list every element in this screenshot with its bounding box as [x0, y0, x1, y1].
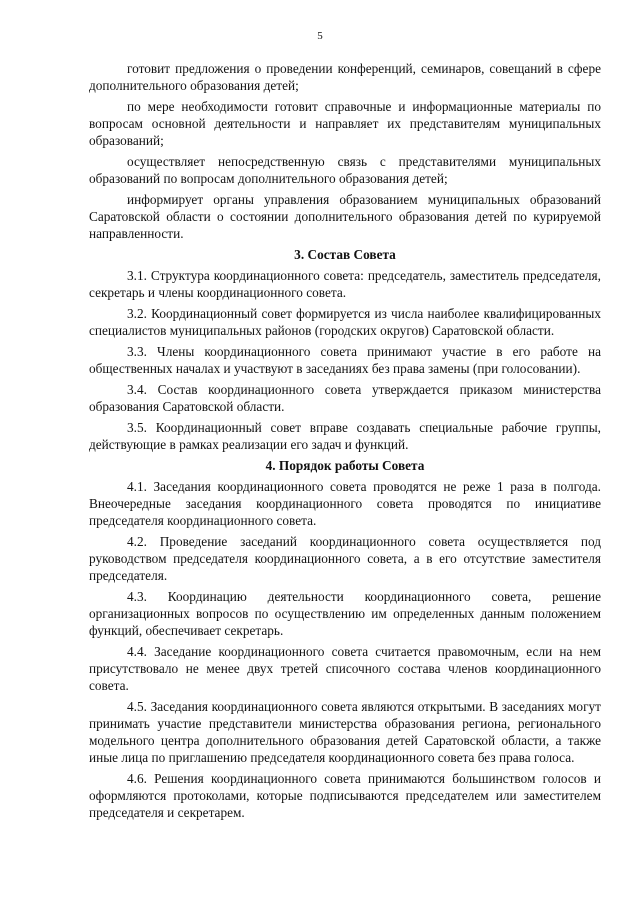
document-body: [89, 60, 601, 825]
section-4-item: 4.2. Проведение заседаний координационного совета осуществляется под руководством председателя координационного совета, а в его отсутствие заместителя председателя.: [89, 534, 601, 583]
section-4-item: 4.5. Заседания координационного совета являются открытыми. В заседаниях могут принимать участие представители министерства образования региона, регионального модельного центра дополнительного образования детей Саратовской области, а также иные лица по приглашению председателя координационного совета без права голоса.: [89, 699, 601, 765]
section-4-item: 4.6. Решения координационного совета принимаются большинством голосов и оформляются протоколами, которые подписываются председателем или заместителем председателя и секретарем.: [89, 771, 601, 820]
intro-paragraph: по мере необходимости готовит справочные и информационные материалы по вопросам основной деятельности и направляет их представителям муниципальных образований;: [89, 99, 601, 148]
page-number: 5: [317, 30, 323, 42]
section-3-item: 3.3. Члены координационного совета принимают участие в его работе на общественных началах и участвуют в заседаниях без права замены (при голосовании).: [89, 344, 601, 376]
section-3-heading: 3. Состав Совета: [294, 247, 396, 262]
section-4-item: 4.3. Координацию деятельности координационного совета, решение организационных вопросов по осуществлению им определенных данным положением функций, обеспечивает секретарь.: [89, 589, 601, 638]
intro-paragraph: осуществляет непосредственную связь с представителями муниципальных образований по вопросам дополнительного образования детей;: [89, 154, 601, 186]
section-4-heading: 4. Порядок работы Совета: [265, 458, 425, 473]
section-4-item: 4.4. Заседание координационного совета считается правомочным, если на нем присутствовало не менее двух третей списочного состава членов координационного совета.: [89, 644, 601, 693]
section-4-item: 4.1. Заседания координационного совета проводятся не реже 1 раза в полгода. Внеочередные заседания координационного совета проводятся по инициативе председателя координационного совета.: [89, 479, 601, 528]
intro-paragraph: информирует органы управления образованием муниципальных образований Саратовской области о состоянии дополнительного образования детей по курируемой направленности.: [89, 192, 601, 241]
section-3-item: 3.5. Координационный совет вправе создавать специальные рабочие группы, действующие в рамках реализации его задач и функций.: [89, 420, 601, 452]
intro-paragraph: готовит предложения о проведении конференций, семинаров, совещаний в сфере дополнительного образования детей;: [89, 61, 601, 93]
section-3-item: 3.4. Состав координационного совета утверждается приказом министерства образования Саратовской области.: [89, 382, 601, 414]
section-3-item: 3.2. Координационный совет формируется из числа наиболее квалифицированных специалистов муниципальных районов (городских округов) Саратовской области.: [89, 306, 601, 338]
section-3-item: 3.1. Структура координационного совета: председатель, заместитель председателя, секретарь и члены координационного совета.: [89, 268, 601, 300]
